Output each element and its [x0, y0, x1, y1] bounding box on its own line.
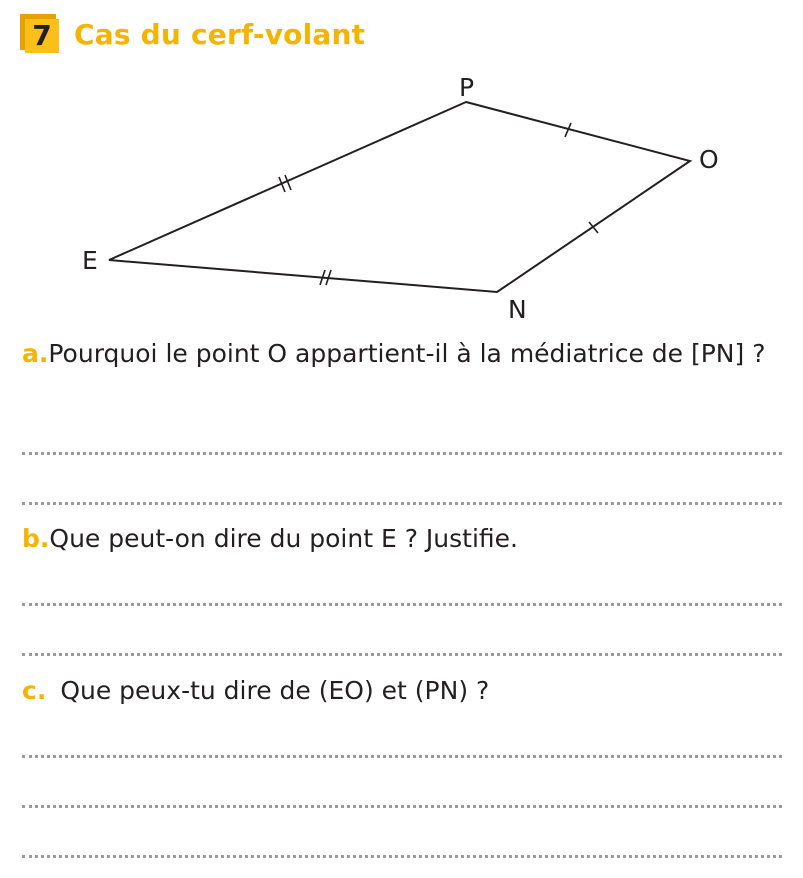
question-a — [22, 337, 784, 371]
kite-figure — [0, 60, 803, 330]
question-c-text: Que peux-tu dire de (EO) et (PN) ? — [60, 676, 490, 705]
point-label-e: E — [82, 246, 98, 275]
answer-line-b2[interactable] — [22, 653, 782, 656]
exercise-header — [20, 14, 365, 54]
point-label-n: N — [508, 295, 527, 324]
point-label-p: P — [459, 73, 475, 102]
question-c — [22, 674, 784, 708]
exercise-number-badge — [20, 14, 62, 54]
exercise-number: 7 — [25, 19, 59, 53]
question-c-letter: c. — [22, 676, 47, 705]
question-b-letter: b. — [22, 524, 50, 553]
answer-line-b1[interactable] — [22, 603, 782, 606]
answer-line-a2[interactable] — [22, 502, 782, 505]
point-label-o: O — [699, 145, 719, 174]
answer-line-c3[interactable] — [22, 855, 782, 858]
answer-line-c2[interactable] — [22, 805, 782, 808]
question-b — [22, 522, 784, 556]
answer-line-c1[interactable] — [22, 755, 782, 758]
question-b-text: Que peut-on dire du point E ? Justifie. — [49, 524, 518, 553]
question-a-text: Pourquoi le point O appartient-il à la médiatrice de [PN] ? — [48, 339, 766, 368]
question-a-letter: a. — [22, 339, 49, 368]
kite-outline — [109, 102, 690, 292]
answer-line-a1[interactable] — [22, 452, 782, 455]
exercise-title: Cas du cerf-volant — [74, 17, 366, 51]
